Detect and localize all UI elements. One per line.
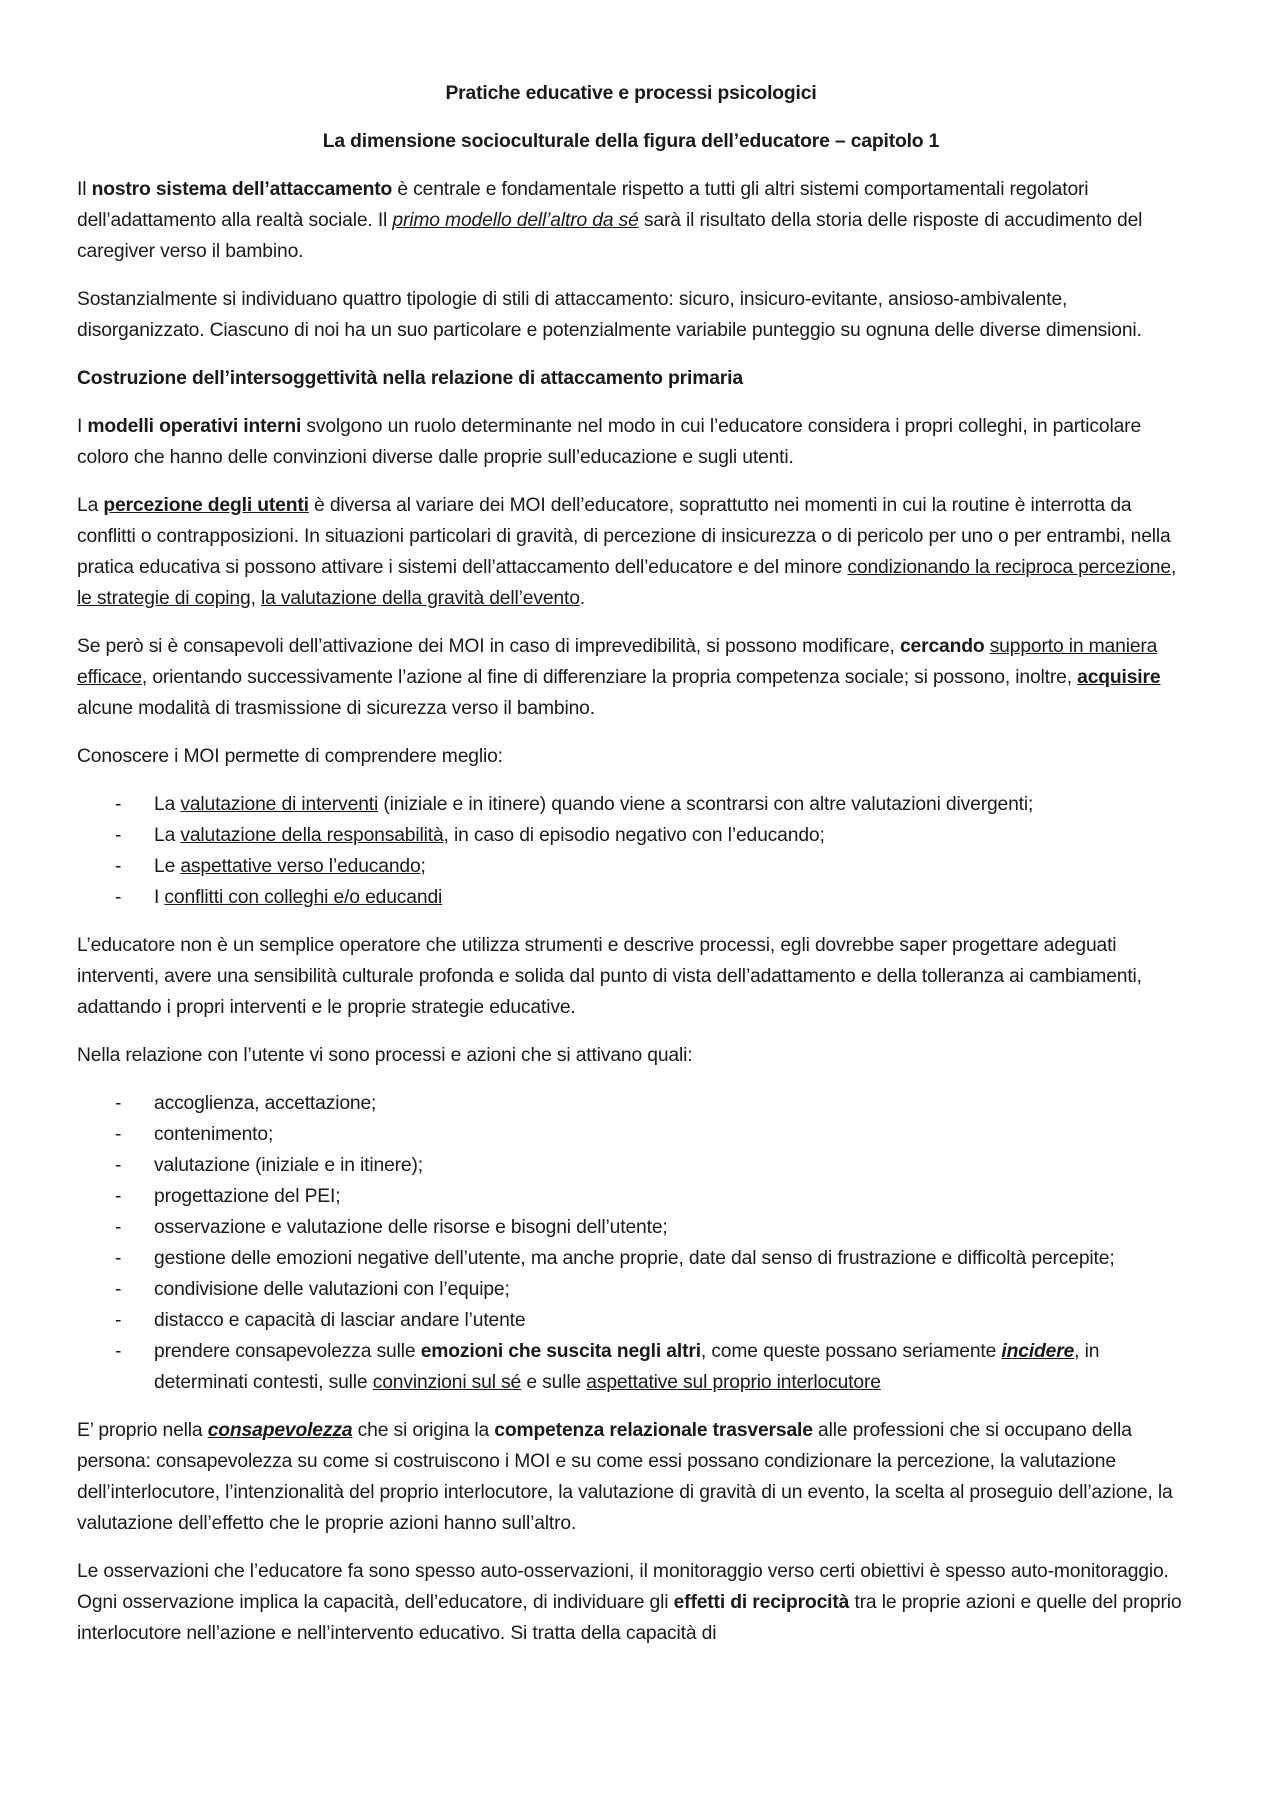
emphasis-text: valutazione di interventi <box>180 794 379 815</box>
text-run: (iniziale e in itinere) quando viene a scontrarsi con altre valutazioni divergenti; <box>378 794 1034 815</box>
text-run: Costruzione dell’intersoggettività nella relazione di attaccamento primaria <box>77 368 743 389</box>
text-run: svolgono un ruolo determinante nel modo in cui l’educatore considera i propri colleghi, in particolare coloro che hanno delle convinzioni diverse dalle proprie sull’educazione e sugli utenti. <box>77 416 1142 468</box>
text-run: e sulle <box>521 1372 587 1393</box>
text-run: osservazione e valutazione delle risorse e bisogni dell’utente; <box>154 1217 668 1238</box>
emphasis-text: incidere <box>1001 1341 1075 1362</box>
text-run: Il <box>77 179 92 200</box>
text-run: ; <box>420 856 426 877</box>
emphasis-text: la valutazione della gravità dell’evento <box>260 588 580 609</box>
text-run: alcune modalità di trasmissione di sicurezza verso il bambino. <box>77 698 595 719</box>
emphasis-text: consapevolezza <box>207 1420 353 1441</box>
text-run: prendere consapevolezza sulle <box>154 1341 421 1362</box>
text-run: , orientando successivamente l’azione al fine di differenziare la propria competenza sociale; si possono, inoltre, <box>141 667 1078 688</box>
text-run: gestione delle emozioni negative dell’utente, ma anche proprie, date dal senso di frustrazione e difficoltà percepite; <box>154 1248 1115 1269</box>
text-run: Le <box>154 856 181 877</box>
emphasis-text: aspettative sul proprio interlocutore <box>586 1372 881 1393</box>
text-run: distacco e capacità di lasciar andare l’utente <box>154 1310 526 1331</box>
text-run: E’ proprio nella <box>77 1420 208 1441</box>
text-run: L’educatore non è un semplice operatore che utilizza strumenti e descrive processi, egli dovrebbe saper progettare adeguati interventi, avere una sensibilità culturale profonda e solida dal punto di vista dell’adattamento e della tolleranza ai cambiamenti, adattando i propri interventi e le proprie strategie educative. <box>77 935 1142 1018</box>
list-item <box>77 789 1185 820</box>
dash-list <box>77 1088 1185 1398</box>
emphasis-text: primo modello dell’altro da sé <box>392 210 639 231</box>
emphasis-text: convinzioni sul sé <box>372 1372 522 1393</box>
list-item <box>77 1243 1185 1274</box>
list-item <box>77 1274 1185 1305</box>
list-item <box>77 851 1185 882</box>
text-run: . <box>579 588 585 609</box>
section-heading <box>77 363 1185 394</box>
paragraph <box>77 1556 1185 1649</box>
text-run: che si origina la <box>352 1420 495 1441</box>
paragraph <box>77 1040 1185 1071</box>
paragraph <box>77 490 1185 614</box>
list-item <box>77 1181 1185 1212</box>
text-run: è centrale e fondamentale rispetto a tutti gli altri sistemi comportamentali regolatori dell’adattamento alla realtà sociale. Il <box>77 179 1089 231</box>
text-run: I <box>154 887 165 908</box>
text-run: tra le proprie azioni e quelle del proprio interlocutore nell’azione e nell’intervento educativo. Si tratta della capacità di <box>77 1592 1182 1644</box>
text-run: valutazione (iniziale e in itinere); <box>154 1155 423 1176</box>
text-run: Le osservazioni che l’educatore fa sono spesso auto-osservazioni, il monitoraggio verso certi obiettivi è spesso auto-monitoraggio. Ogni osservazione implica la capacità, dell’educatore, di individuare gli <box>77 1561 1169 1613</box>
document-title: Pratiche educative e processi psicologici <box>445 83 817 104</box>
emphasis-text: le strategie di coping <box>77 588 251 609</box>
list-item <box>77 1336 1185 1398</box>
emphasis-text: valutazione della responsabilità <box>180 825 444 846</box>
list-item <box>77 1305 1185 1336</box>
emphasis-text: percezione degli utenti <box>103 495 309 516</box>
text-run: Conoscere i MOI permette di comprendere meglio: <box>77 746 503 767</box>
text-run: La <box>154 825 181 846</box>
text-run: accoglienza, accettazione; <box>154 1093 377 1114</box>
emphasis-text: supporto in maniera efficace <box>77 636 1158 688</box>
document-body <box>77 174 1185 1649</box>
emphasis-text: cercando <box>899 636 985 657</box>
emphasis-text: aspettative verso l’educando <box>180 856 421 877</box>
text-run: contenimento; <box>154 1124 274 1145</box>
text-run: , <box>1170 557 1177 578</box>
list-item <box>77 1119 1185 1150</box>
emphasis-text: condizionando la reciproca percezione <box>847 557 1171 578</box>
emphasis-text: modelli operativi interni <box>87 416 302 437</box>
text-run: progettazione del PEI; <box>154 1186 341 1207</box>
text-run: Nella relazione con l’utente vi sono processi e azioni che si attivano quali: <box>77 1045 693 1066</box>
text-run: , in determinati contesti, sulle <box>154 1341 1100 1393</box>
text-run: Sostanzialmente si individuano quattro tipologie di stili di attaccamento: sicuro, insicuro-evitante, ansioso-ambivalente, disorganizzato. Ciascuno di noi ha un suo particolare e potenzialmente variabile punteggio su ognuna delle diverse dimensioni. <box>77 289 1142 341</box>
emphasis-text: acquisire <box>1077 667 1161 688</box>
text-run: La <box>77 495 104 516</box>
emphasis-text: competenza relazionale trasversale <box>494 1420 813 1441</box>
paragraph <box>77 284 1185 346</box>
text-run: sarà il risultato della storia delle risposte di accudimento del caregiver verso il bambino. <box>77 210 1143 262</box>
list-item <box>77 1150 1185 1181</box>
document-subtitle: La dimensione socioculturale della figura dell’educatore – capitolo 1 <box>322 131 940 152</box>
paragraph <box>77 930 1185 1023</box>
list-item <box>77 1088 1185 1119</box>
text-run: I <box>77 416 88 437</box>
emphasis-text: effetti di reciprocità <box>673 1592 850 1613</box>
list-item <box>77 1212 1185 1243</box>
text-run: condivisione delle valutazioni con l’equipe; <box>154 1279 510 1300</box>
emphasis-text: emozioni che suscita negli altri <box>420 1341 701 1362</box>
paragraph <box>77 631 1185 724</box>
dash-list <box>77 789 1185 913</box>
text-run: La <box>154 794 181 815</box>
list-item <box>77 882 1185 913</box>
list-item <box>77 820 1185 851</box>
text-run: , come queste possano seriamente <box>700 1341 1002 1362</box>
text-run: alle professioni che si occupano della persona: consapevolezza su come si costruiscono i MOI e su come essi possano condizionare la percezione, la valutazione dell’interlocutore, l’intenzionalità del proprio interlocutore, la valutazione di gravità di un evento, la scelta al proseguio dell’azione, la valutazione dell’effetto che le proprie azioni hanno sull’altro. <box>77 1420 1173 1534</box>
text-run: è diversa al variare dei MOI dell’educatore, soprattutto nei momenti in cui la routine è interrotta da conflitti o contrapposizioni. In situazioni particolari di gravità, di percezione di insicurezza o di pericolo per uno o per entrambi, nella pratica educativa si possono attivare i sistemi dell’attaccamento dell’educatore e del minore <box>77 495 1171 578</box>
emphasis-text: conflitti con colleghi e/o educandi <box>164 887 443 908</box>
text-run: , in caso di episodio negativo con l’educando; <box>443 825 825 846</box>
emphasis-text: nostro sistema dell’attaccamento <box>91 179 393 200</box>
paragraph <box>77 1415 1185 1539</box>
text-run: , <box>250 588 261 609</box>
text-run: Se però si è consapevoli dell’attivazione dei MOI in caso di imprevedibilità, si possono modificare, <box>77 636 900 657</box>
paragraph <box>77 741 1185 772</box>
paragraph <box>77 411 1185 473</box>
paragraph <box>77 174 1185 267</box>
